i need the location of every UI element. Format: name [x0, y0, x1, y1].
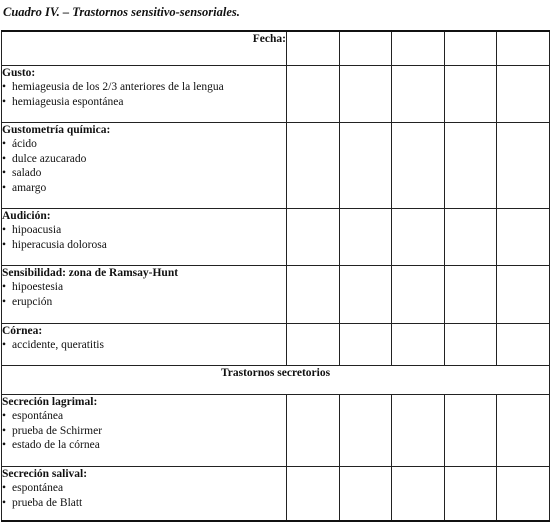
group-row-cornea: [2, 323, 550, 365]
group-cell: [2, 65, 287, 122]
list-item: • hipoestesia: [2, 280, 286, 295]
entry-cell[interactable]: [392, 323, 445, 365]
group-cell: [2, 394, 287, 466]
entry-cell[interactable]: [392, 65, 445, 122]
entry-cell[interactable]: [445, 323, 497, 365]
entry-cell[interactable]: [340, 323, 392, 365]
entry-cell[interactable]: [287, 466, 340, 521]
entry-cell[interactable]: [445, 122, 497, 208]
entry-cell[interactable]: [392, 466, 445, 521]
entry-cell[interactable]: [497, 265, 550, 323]
entry-cell[interactable]: [445, 394, 497, 466]
list-item: • hiperacusia dolorosa: [2, 238, 286, 253]
group-title: Córnea:: [2, 324, 43, 337]
group-title: Gusto:: [2, 66, 36, 79]
entry-cell[interactable]: [287, 65, 340, 122]
section-title: Trastornos secretorios: [2, 365, 550, 394]
entry-cell[interactable]: [287, 122, 340, 208]
list-item: • amargo: [2, 181, 286, 196]
group-row-salival: [2, 466, 550, 521]
date-cell[interactable]: [497, 31, 550, 65]
entry-cell[interactable]: [392, 265, 445, 323]
entry-cell[interactable]: [445, 466, 497, 521]
group-cell: [2, 122, 287, 208]
group-cell: [2, 466, 287, 521]
group-row-gustometria: [2, 122, 550, 208]
list-item: • hemiageusia espontánea: [2, 95, 286, 110]
entry-cell[interactable]: [497, 394, 550, 466]
group-row-sensibilidad: [2, 265, 550, 323]
entry-cell[interactable]: [497, 466, 550, 521]
list-item: • salado: [2, 166, 286, 181]
list-item: • espontánea: [2, 481, 286, 496]
list-item: • dulce azucarado: [2, 152, 286, 167]
entry-cell[interactable]: [287, 323, 340, 365]
entry-cell[interactable]: [497, 208, 550, 265]
assessment-table: [1, 30, 550, 522]
group-cell: [2, 208, 287, 265]
entry-cell[interactable]: [340, 208, 392, 265]
entry-cell[interactable]: [340, 265, 392, 323]
fecha-label: Fecha:: [2, 31, 287, 65]
date-cell[interactable]: [392, 31, 445, 65]
entry-cell[interactable]: [497, 65, 550, 122]
date-cell[interactable]: [287, 31, 340, 65]
entry-cell[interactable]: [497, 323, 550, 365]
entry-cell[interactable]: [287, 208, 340, 265]
list-item: • prueba de Schirmer: [2, 424, 286, 439]
entry-cell[interactable]: [340, 122, 392, 208]
group-title: Sensibilidad: zona de Ramsay-Hunt: [2, 266, 179, 279]
date-cell[interactable]: [340, 31, 392, 65]
list-item: • estado de la córnea: [2, 438, 286, 453]
entry-cell[interactable]: [287, 394, 340, 466]
entry-cell[interactable]: [497, 122, 550, 208]
entry-cell[interactable]: [445, 208, 497, 265]
list-item: • erupción: [2, 295, 286, 310]
entry-cell[interactable]: [445, 265, 497, 323]
group-cell: [2, 265, 287, 323]
date-header-row: [2, 31, 550, 65]
group-title: Audición:: [2, 209, 51, 222]
entry-cell[interactable]: [340, 394, 392, 466]
entry-cell[interactable]: [340, 65, 392, 122]
entry-cell[interactable]: [392, 394, 445, 466]
list-item: • hemiageusia de los 2/3 anteriores de la lengua: [2, 80, 286, 95]
table-caption: Cuadro IV. – Trastornos sensitivo-sensoriales.: [3, 5, 240, 19]
entry-cell[interactable]: [392, 208, 445, 265]
date-cell[interactable]: [445, 31, 497, 65]
group-row-gusto: [2, 65, 550, 122]
entry-cell[interactable]: [340, 466, 392, 521]
list-item: • ácido: [2, 137, 286, 152]
list-item: • espontánea: [2, 409, 286, 424]
group-row-lagrimal: [2, 394, 550, 466]
group-cell: [2, 323, 287, 365]
entry-cell[interactable]: [287, 265, 340, 323]
group-title: Secreción lagrimal:: [2, 395, 98, 408]
list-item: • hipoacusia: [2, 223, 286, 238]
list-item: • accidente, queratitis: [2, 338, 286, 353]
section-header-row: [2, 365, 550, 394]
entry-cell[interactable]: [392, 122, 445, 208]
entry-cell[interactable]: [445, 65, 497, 122]
list-item: • prueba de Blatt: [2, 496, 286, 511]
group-title: Secreción salival:: [2, 467, 88, 480]
group-row-audicion: [2, 208, 550, 265]
group-title: Gustometría química:: [2, 123, 111, 136]
